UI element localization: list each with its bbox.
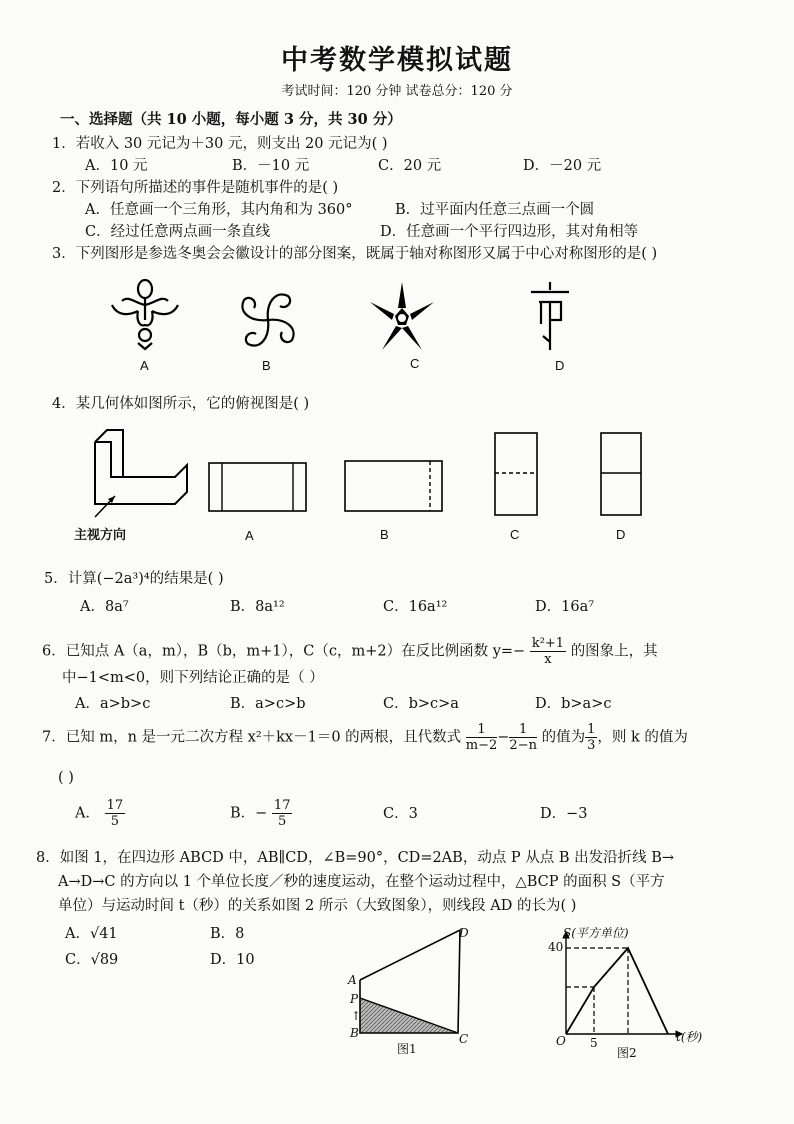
- q4-view-label: 主视方向: [74, 528, 127, 543]
- q8-option-c: C．√89: [65, 952, 119, 968]
- section-heading: 一、选择题（共 10 小题，每小题 3 分，共 30 分）: [60, 111, 402, 128]
- q3-label-a: A: [140, 358, 149, 373]
- q7-option-b-prefix: B．−: [230, 805, 268, 822]
- emblem-a: [100, 275, 190, 355]
- q7-mid: 的值为: [541, 729, 586, 746]
- q7-f2-den: 2−n: [509, 738, 537, 753]
- q6-stem: [42, 636, 658, 667]
- fig1-label-d: D: [459, 926, 469, 940]
- q7-option-a: [75, 798, 125, 829]
- q7-frac-2: [509, 722, 537, 753]
- fig1-label-b: B: [350, 1026, 359, 1040]
- q7-option-a-num: 17: [106, 798, 124, 813]
- fig2-x5: 5: [590, 1036, 598, 1050]
- q8-line3: 单位）与运动时间 t（秒）的关系如图 2 所示（大致图象），则线段 AD 的长为( ): [58, 898, 577, 914]
- q8-option-a: A．√41: [65, 926, 118, 942]
- q5-option-c: C．16a¹²: [383, 599, 448, 615]
- page-title: 中考数学模拟试题: [281, 45, 513, 76]
- q7-option-b-den: 5: [278, 814, 287, 829]
- q6-stem-text: 6．已知点 A（a，m），B（b，m+1），C（c，m+2）在反比例函数 y=−: [42, 643, 526, 660]
- q7-option-d: D．−3: [540, 806, 588, 822]
- q7-stem-text: 7．已知 m，n 是一元二次方程 x²＋kx－1＝0 的两根，且代数式: [42, 729, 462, 746]
- fig1-arrow: ↑: [351, 1009, 362, 1023]
- exam-info: 考试时间：120 分钟 试卷总分：120 分: [281, 84, 513, 99]
- q4-label-b: B: [380, 527, 389, 542]
- q1-option-d: D．－20 元: [523, 158, 602, 174]
- q4-option-c-figure: [494, 432, 538, 516]
- fig2-ylabel: S(平方单位): [563, 926, 629, 940]
- q1-option-c: C．20 元: [378, 158, 442, 174]
- q7-option-a-prefix: A．: [75, 805, 100, 822]
- q4-option-a-figure: [208, 462, 308, 512]
- q7-f1-num: 1: [466, 722, 498, 738]
- fig1-caption: 图1: [397, 1042, 417, 1056]
- q2-option-c: C．经过任意两点画一条直线: [85, 224, 271, 240]
- q4-label-d: D: [616, 527, 626, 542]
- q2-stem: 2．下列语句所描述的事件是随机事件的是( ): [52, 180, 339, 196]
- q7-option-a-den: 5: [110, 814, 119, 829]
- q8-line2: A→D→C 的方向以 1 个单位长度／秒的速度运动，在整个运动过程中，△BCP 的面积 S（平方: [58, 874, 665, 890]
- q7-f3-num: 1: [587, 722, 596, 737]
- q1-option-b: B．－10 元: [232, 158, 310, 174]
- q7-stem: 7．已知 m，n 是一元二次方程 x²＋kx－1＝0 的两根，且代数式 $\frac{1}{m-2}$ − $\frac{1}{2-n}$ 的值为 $\frac{1}{3}$ ，则 k 的值为: [42, 722, 688, 753]
- fig2-y40: 40: [548, 940, 564, 954]
- q6-frac-num: k²+1: [531, 636, 565, 651]
- q2-option-a: A．任意画一个三角形，其内角和为 360°: [85, 202, 353, 218]
- emblem-b: [228, 280, 308, 360]
- q7-paren: ( ): [58, 770, 74, 786]
- emblem-c: [362, 278, 442, 358]
- q8-figure-2: [560, 930, 690, 1040]
- q4-option-d-figure: [600, 432, 642, 516]
- q6-line2: 中−1<m<0，则下列结论正确的是（ ）: [62, 670, 324, 686]
- q7-option-b: [230, 798, 292, 829]
- q5-option-a: A．8a⁷: [80, 599, 129, 615]
- q6-option-a: A．a>b>c: [75, 696, 151, 712]
- q7-option-b-frac: [272, 798, 293, 829]
- q4-label-c: C: [510, 527, 520, 542]
- q6-option-d: D．b>a>c: [535, 696, 612, 712]
- q7-f1-den: m−2: [465, 738, 498, 753]
- q7-stem-end: ，则 k 的值为: [597, 729, 688, 746]
- fig1-label-p: P: [350, 992, 359, 1006]
- q3-label-d: D: [555, 358, 565, 373]
- q8-line1: 8．如图 1，在四边形 ABCD 中，AB∥CD，∠B=90°，CD=2AB，动点 P 从点 B 出发沿折线 B→: [36, 850, 675, 866]
- q7-option-a-frac: [105, 798, 126, 829]
- q3-stem: 3．下列图形是参选冬奥会会徽设计的部分图案，既属于轴对称图形又属于中心对称图形的是( ): [52, 246, 658, 262]
- q6-frac-den: x: [544, 652, 552, 667]
- q5-stem: 5．计算(−2a³)⁴的结果是( ): [44, 571, 224, 587]
- q3-label-b: B: [262, 358, 271, 373]
- q8-option-b: B．8: [210, 926, 245, 942]
- q5-option-d: D．16a⁷: [535, 599, 595, 615]
- q7-f3-den: 3: [587, 738, 596, 753]
- q1-option-a: A．10 元: [85, 158, 148, 174]
- q7-f2-num: 1: [509, 722, 537, 738]
- fig1-label-a: A: [348, 973, 357, 987]
- q8-option-d: D．10: [210, 952, 255, 968]
- q4-solid: [75, 422, 195, 522]
- q3-label-c: C: [410, 356, 420, 371]
- q7-frac-1: [466, 722, 498, 753]
- q2-option-d: D．任意画一个平行四边形，其对角相等: [380, 224, 639, 240]
- q4-option-b-figure: [344, 460, 444, 512]
- fig1-label-c: C: [459, 1032, 469, 1046]
- q6-fraction: [530, 636, 566, 667]
- q1-stem: 1．若收入 30 元记为＋30 元，则支出 20 元记为( ): [52, 136, 388, 152]
- fig2-origin: O: [556, 1034, 566, 1048]
- emblem-d: [525, 280, 575, 355]
- q6-stem-end: 的图象上，其: [570, 643, 658, 660]
- q5-option-b: B．8a¹²: [230, 599, 285, 615]
- q4-label-a: A: [245, 528, 254, 543]
- q7-option-b-num: 17: [273, 798, 291, 813]
- q6-option-c: C．b>c>a: [383, 696, 459, 712]
- q8-figure-1: [345, 925, 475, 1035]
- q6-option-b: B．a>c>b: [230, 696, 306, 712]
- q7-option-c: C．3: [383, 806, 418, 822]
- q2-option-b: B．过平面内任意三点画一个圆: [395, 202, 595, 218]
- q4-stem: 4．某几何体如图所示，它的俯视图是( ): [52, 396, 310, 412]
- fig2-caption: 图2: [617, 1046, 637, 1060]
- q7-frac-3: [585, 722, 597, 753]
- fig2-tlabel: t(秒): [676, 1030, 703, 1044]
